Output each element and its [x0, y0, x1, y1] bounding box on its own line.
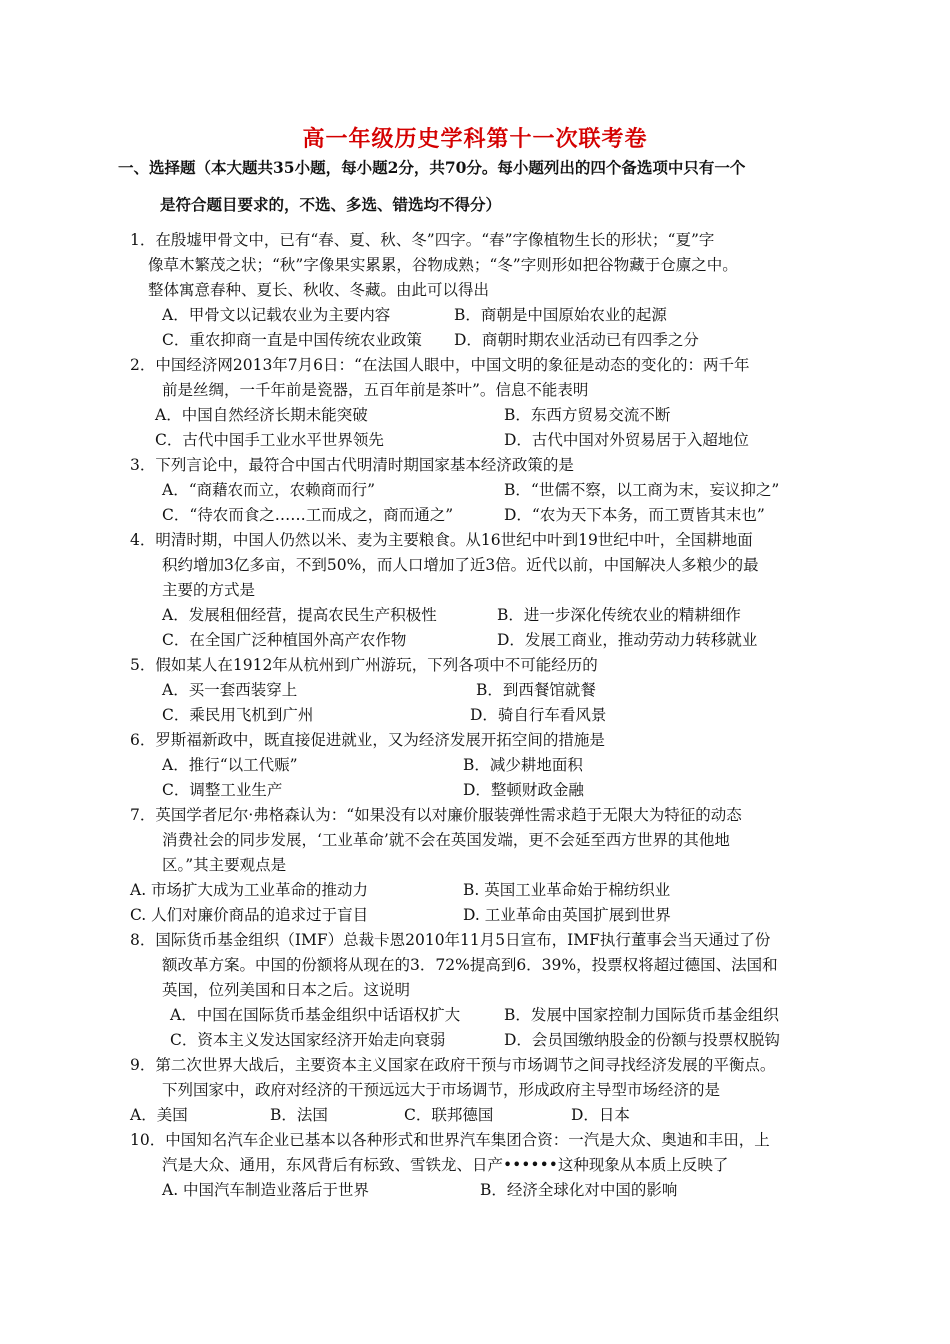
q4-option-d: D．发展工商业，推动劳动力转移就业	[497, 631, 758, 649]
q8-option-c: C．资本主义发达国家经济开始走向衰弱	[170, 1031, 446, 1049]
q9-option-a: A．美国	[130, 1106, 188, 1124]
q7-option-b: B. 英国工业革命始于棉纺织业	[463, 881, 671, 899]
q5-option-b: B．到西餐馆就餐	[476, 681, 596, 699]
q7-stem-1: 7．英国学者尼尔·弗格森认为：“如果没有以对廉价服装弹性需求趋于无限大为特征的动态	[130, 806, 742, 824]
q9-option-c: C．联邦德国	[404, 1106, 494, 1124]
q3-option-b: B．“世儒不察，以工商为末，妄议抑之”	[504, 481, 780, 499]
q1-stem-2: 像草木繁茂之状；“秋”字像果实累累，谷物成熟；“冬”字则形如把谷物藏于仓廪之中。	[148, 256, 738, 274]
q4-stem-3: 主要的方式是	[162, 581, 256, 599]
q2-stem-2: 前是丝绸，一千年前是瓷器，五百年前是茶叶”。信息不能表明	[162, 381, 589, 399]
q5-option-d: D．骑自行车看风景	[470, 706, 607, 724]
q8-stem-3: 英国，位列美国和日本之后。这说明	[162, 981, 411, 999]
q10-option-b: B．经济全球化对中国的影响	[480, 1181, 678, 1199]
section-instructions-line2: 是符合题目要求的，不选、多选、错选均不得分）	[160, 195, 502, 214]
exam-title: 高一年级历史学科第十一次联考卷	[302, 126, 648, 152]
q4-stem-2: 积约增加3亿多亩，不到50%，而人口增加了近3倍。近代以前，中国解决人多粮少的最	[162, 556, 759, 574]
q2-option-c: C．古代中国手工业水平世界领先	[155, 431, 384, 449]
q3-option-d: D．“农为天下本务，而工贾皆其末也”	[504, 506, 765, 524]
q1-option-a: A．甲骨文以记载农业为主要内容	[162, 306, 391, 324]
q10-option-a: A. 中国汽车制造业落后于世界	[162, 1181, 370, 1199]
q3-option-a: A．“商藉农而立，农赖商而行”	[162, 481, 376, 499]
q5-option-a: A．买一套西装穿上	[162, 681, 298, 699]
q7-stem-3: 区。”其主要观点是	[162, 856, 287, 874]
q6-option-d: D．整顿财政金融	[463, 781, 584, 799]
q9-stem-2: 下列国家中，政府对经济的干预远远大于市场调节，形成政府主导型市场经济的是	[162, 1081, 721, 1099]
q5-stem-1: 5．假如某人在1912年从杭州到广州游玩，下列各项中不可能经历的	[130, 656, 598, 674]
q6-option-b: B．减少耕地面积	[463, 756, 583, 774]
q8-option-d: D．会员国缴纳股金的份额与投票权脱钩	[504, 1031, 780, 1049]
q8-option-b: B．发展中国家控制力国际货币基金组织	[504, 1006, 779, 1024]
q1-option-b: B．商朝是中国原始农业的起源	[454, 306, 667, 324]
q2-option-d: D．古代中国对外贸易居于入超地位	[504, 431, 749, 449]
q2-stem-1: 2．中国经济网2013年7月6日：“在法国人眼中，中国文明的象征是动态的变化的：两千年	[130, 356, 750, 374]
q1-option-d: D．商朝时期农业活动已有四季之分	[454, 331, 699, 349]
q2-option-a: A．中国自然经济长期未能突破	[155, 406, 368, 424]
q4-option-a: A．发展租佃经营，提高农民生产积极性	[162, 606, 437, 624]
q8-option-a: A．中国在国际货币基金组织中话语权扩大	[170, 1006, 461, 1024]
q8-stem-1: 8．国际货币基金组织（IMF）总裁卡恩2010年11月5日宣布，IMF执行董事会当天通过了份	[130, 931, 771, 949]
q10-stem-1: 10．中国知名汽车企业已基本以各种形式和世界汽车集团合资：一汽是大众、奥迪和丰田，上	[130, 1131, 770, 1149]
q9-option-b: B．法国	[270, 1106, 328, 1124]
q7-option-d: D. 工业革命由英国扩展到世界	[463, 906, 671, 924]
q4-option-b: B．进一步深化传统农业的精耕细作	[497, 606, 741, 624]
q6-option-a: A．推行“以工代赈”	[162, 756, 298, 774]
q7-option-a: A. 市场扩大成为工业革命的推动力	[130, 881, 369, 899]
section-instructions-line1: 一、选择题（本大题共35小题，每小题2分，共70分。每小题列出的四个备选项中只有一个	[118, 158, 746, 177]
q1-stem-1: 1．在殷墟甲骨文中，已有“春、夏、秋、冬”四字。“春”字像植物生长的形状；“夏”字	[130, 231, 715, 249]
q4-stem-1: 4．明清时期，中国人仍然以米、麦为主要粮食。从16世纪中叶到19世纪中叶，全国耕地面	[130, 531, 753, 549]
q6-stem-1: 6．罗斯福新政中，既直接促进就业，又为经济发展开拓空间的措施是	[130, 731, 605, 749]
q8-stem-2: 额改革方案。中国的份额将从现在的3．72%提高到6．39%，投票权将超过德国、法国和	[162, 956, 778, 974]
q4-option-c: C．在全国广泛种植国外高产农作物	[162, 631, 407, 649]
q7-stem-2: 消费社会的同步发展，‘工业革命’就不会在英国发端，更不会延至西方世界的其他地	[162, 831, 730, 849]
q2-option-b: B．东西方贸易交流不断	[504, 406, 671, 424]
q7-option-c: C. 人们对廉价商品的追求过于盲目	[130, 906, 369, 924]
q5-option-c: C．乘民用飞机到广州	[162, 706, 314, 724]
q9-option-d: D．日本	[571, 1106, 630, 1124]
q9-stem-1: 9．第二次世界大战后，主要资本主义国家在政府干预与市场调节之间寻找经济发展的平衡点。	[130, 1056, 776, 1074]
q1-option-c: C．重农抑商一直是中国传统农业政策	[162, 331, 422, 349]
q1-stem-3: 整体寓意春种、夏长、秋收、冬藏。由此可以得出	[148, 281, 490, 299]
q10-stem-2: 汽是大众、通用，东风背后有标致、雪铁龙、日产••••••这种现象从本质上反映了	[162, 1156, 729, 1174]
q6-option-c: C．调整工业生产	[162, 781, 283, 799]
q3-option-c: C．“待农而食之……工而成之，商而通之”	[162, 506, 454, 524]
q3-stem-1: 3．下列言论中，最符合中国古代明清时期国家基本经济政策的是	[130, 456, 574, 474]
